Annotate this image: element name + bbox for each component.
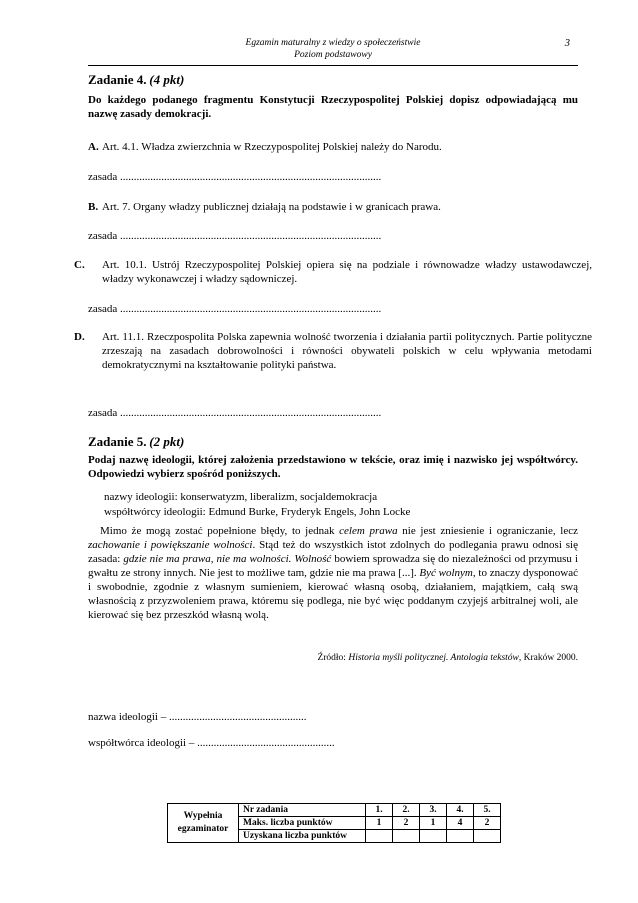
task4-item-d (74, 330, 592, 372)
task4-title-main: Zadanie 4. (88, 72, 147, 87)
obtained-points-cell[interactable] (393, 830, 420, 843)
row-label-obtained-points: Uzyskana liczba punktów (239, 830, 366, 843)
task-number-cell: 3. (420, 804, 447, 817)
grades-table (167, 803, 501, 843)
row-label-task-number: Nr zadania (239, 804, 366, 817)
task4-item-b (88, 200, 578, 214)
quote-emphasis: celem prawa (339, 525, 398, 537)
source-suffix: , Kraków 2000. (518, 653, 578, 663)
ideology-list: nazwy ideologii: konserwatyzm, liberalizm, socjaldemokracja (104, 491, 378, 503)
item-text: Art. 11.1. Rzeczpospolita Polska zapewnia wolność tworzenia i działania partii politycznych. Partie polityczne zrzeszają na zasadach dobrowolności i równości obywateli polskich w celu wpływania metodami demokratycznymi na kształtowanie polityki państwa. (102, 331, 592, 371)
answer-cocreator[interactable]: współtwórca ideologii – .................................................. (88, 737, 335, 749)
cocreator-list: współtwórcy ideologii: Edmund Burke, Fryderyk Engels, John Locke (104, 506, 411, 518)
item-text: Art. 4.1. Władza zwierzchnia w Rzeczypospolitej Polskiej należy do Narodu. (102, 141, 442, 153)
page-number: 3 (564, 38, 570, 49)
obtained-points-cell[interactable] (447, 830, 474, 843)
task4-instruction: Do każdego podanego fragmentu Konstytucji Rzeczypospolitej Polskiej dopisz odpowiadającą mu nazwę zasady demokracji. (88, 94, 578, 120)
exam-title: Egzamin maturalny z wiedzy o społeczeństwie (245, 38, 421, 48)
source-title: Historia myśli politycznej. Antologia tekstów (348, 653, 519, 663)
task4-title-points: (4 pkt) (149, 72, 185, 87)
task4-item-a (88, 140, 578, 154)
source-prefix: Źródło: (317, 653, 349, 663)
source-quote (88, 524, 578, 622)
item-letter: A. (88, 141, 99, 153)
header-rule (88, 65, 578, 66)
max-points-cell: 4 (447, 817, 474, 830)
examiner-label-line2: egzaminator (177, 824, 229, 834)
task4-answer-b[interactable]: zasada ............................................................................................... (88, 230, 382, 242)
examiner-label-line1: Wypełnia (183, 811, 223, 821)
quote-text: . Stąd też do wszystkich istot zdolnych do podlegania prawu odnosi się zasada: (88, 539, 579, 565)
item-letter: C. (74, 259, 85, 271)
task-number-cell: 1. (366, 804, 393, 817)
max-points-cell: 1 (420, 817, 447, 830)
item-letter: D. (74, 331, 85, 343)
row-label-max-points: Maks. liczba punktów (239, 817, 366, 830)
page-header (88, 37, 578, 67)
task4-title (88, 72, 578, 88)
quote-emphasis: Być wolnym (419, 567, 473, 579)
task4-answer-a[interactable]: zasada ............................................................................................... (88, 171, 382, 183)
task4-answer-d[interactable]: zasada ............................................................................................... (88, 407, 382, 419)
quote-text: nie jest zniesienie i ograniczanie, lecz (397, 525, 579, 537)
answer-ideology[interactable]: nazwa ideologii – .................................................. (88, 711, 307, 723)
max-points-cell: 2 (393, 817, 420, 830)
obtained-points-cell[interactable] (474, 830, 501, 843)
obtained-points-cell[interactable] (366, 830, 393, 843)
max-points-cell: 2 (474, 817, 501, 830)
task5-title-points: (2 pkt) (149, 434, 185, 449)
task5-title (88, 434, 578, 450)
quote-text: bowiem sprowadza się do niezależności od przymusu i gwałtu ze strony innych. Nie jest to możliwe tam, gdzie nie ma prawa [...]. (88, 553, 578, 579)
max-points-cell: 1 (366, 817, 393, 830)
item-text: Art. 10.1. Ustrój Rzeczypospolitej Polskiej opiera się na podziale i równowadze władzy ustawodawczej, władzy wykonawczej i władzy sądowniczej. (102, 259, 592, 285)
task-number-cell: 2. (393, 804, 420, 817)
task4-item-c (74, 258, 592, 286)
quote-source (88, 651, 578, 665)
examiner-label (168, 804, 239, 843)
exam-level: Poziom podstawowy (294, 50, 372, 60)
quote-emphasis: gdzie nie ma prawa, nie ma wolności. Wolność (123, 553, 332, 565)
task5-instruction: Podaj nazwę ideologii, której założenia przedstawiono w tekście, oraz imię i nazwisko jej współtwórcy. Odpowiedzi wybierz spośród poniższych. (88, 454, 578, 480)
quote-emphasis: zachowanie i powiększanie wolności (88, 539, 253, 551)
task-number-cell: 4. (447, 804, 474, 817)
quote-text: , to znaczy dysponować i swobodnie, zgodnie z własnym sumieniem, kierować własną osobą, działaniem, majątkiem, całą swą własnością z przyzwoleniem prawa, któremu się podlega, nie być więc poddanym czyjejś arbitralnej woli, ale kierować się bez przeszkód własną wolą. (88, 567, 579, 621)
task-number-cell: 5. (474, 804, 501, 817)
task4-answer-c[interactable]: zasada ............................................................................................... (88, 303, 382, 315)
task5-title-main: Zadanie 5. (88, 434, 147, 449)
item-letter: B. (88, 201, 99, 213)
item-text: Art. 7. Organy władzy publicznej działają na podstawie i w granicach prawa. (102, 201, 441, 213)
quote-text: Mimo że mogą zostać popełnione błędy, to jednak (100, 525, 340, 537)
obtained-points-cell[interactable] (420, 830, 447, 843)
